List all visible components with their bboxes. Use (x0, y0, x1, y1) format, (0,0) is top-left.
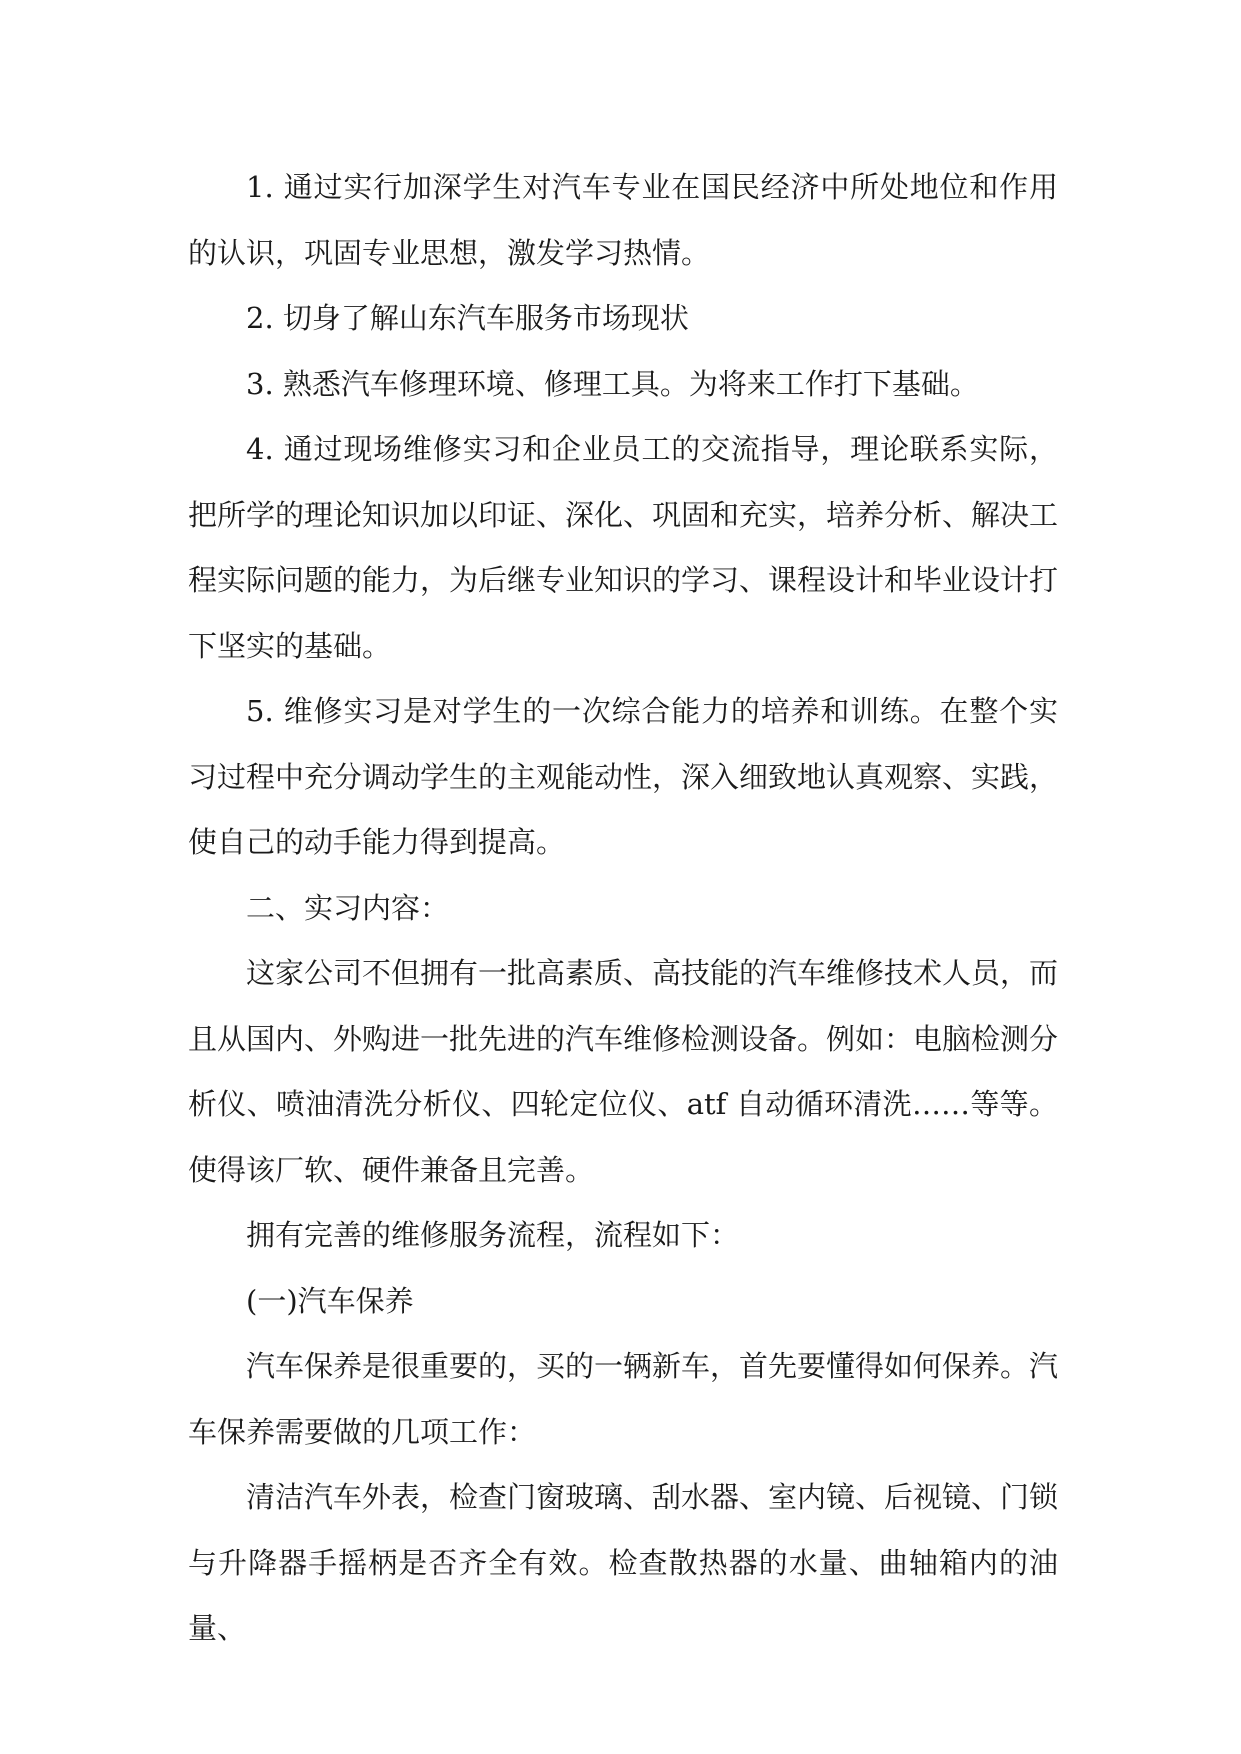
service-process-intro-paragraph: 拥有完善的维修服务流程，流程如下： (246, 1218, 740, 1252)
objective-1-paragraph: 1. 通过实行加深学生对汽车专业在国民经济中所处地位和作用的认识，巩固专业思想，激发学习热情。 (188, 170, 1058, 270)
document-body (188, 155, 1058, 1662)
company-description-paragraph: 这家公司不但拥有一批高素质、高技能的汽车维修技术人员，而且从国内、外购进一批先进的汽车维修检测设备。例如：电脑检测分析仪、喷油清洗分析仪、四轮定位仪、atf 自动循环清洗……等等。使得该厂软、硬件兼备且完善。 (188, 956, 1059, 1187)
objective-2-paragraph: 2. 切身了解山东汽车服务市场现状 (246, 301, 689, 335)
section-heading-internship-content: 二、实习内容： (246, 890, 450, 925)
objective-5-paragraph: 5. 维修实习是对学生的一次综合能力的培养和训练。在整个实习过程中充分调动学生的主观能动性，深入细致地认真观察、实践，使自己的动手能力得到提高。 (188, 694, 1059, 859)
objective-4-paragraph: 4. 通过现场维修实习和企业员工的交流指导，理论联系实际，把所学的理论知识加以印证、深化、巩固和充实，培养分析、解决工程实际问题的能力，为后继专业知识的学习、课程设计和毕业设计打下坚实的基础。 (188, 432, 1059, 663)
maintenance-steps-paragraph: 清洁汽车外表，检查门窗玻璃、刮水器、室内镜、后视镜、门锁与升降器手摇柄是否齐全有效。检查散热器的水量、曲轴箱内的油量、 (188, 1480, 1059, 1645)
subsection-heading-maintenance: (一)汽车保养 (246, 1283, 414, 1318)
objective-3-paragraph: 3. 熟悉汽车修理环境、修理工具。为将来工作打下基础。 (246, 366, 979, 401)
maintenance-intro-paragraph: 汽车保养是很重要的，买的一辆新车，首先要懂得如何保养。汽车保养需要做的几项工作： (188, 1349, 1059, 1449)
